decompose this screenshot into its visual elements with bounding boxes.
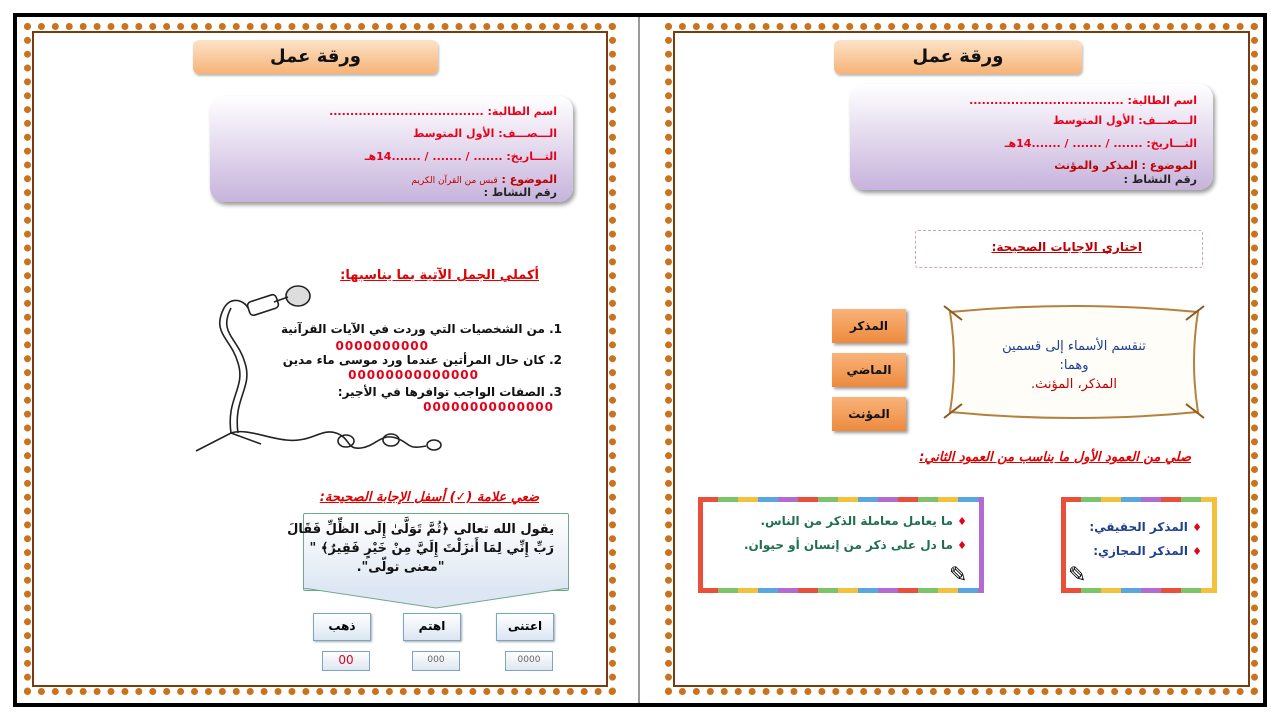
left-subject [411,173,557,186]
right-date: التـــاريخ: ....... / ....... / .......14هـ [1004,137,1197,150]
choose-heading-box [915,230,1203,268]
complete-sentences-heading: أكملي الجمل الآتية بما يناسبها: [340,268,539,283]
question-2: 2. كان حال المرأتين عندما ورد موسى ماء مدين [282,353,562,367]
answer-1: 0000000000 [335,339,429,353]
left-subject-value: قبس من القرآن الكريم [411,176,498,186]
answer-mark-2[interactable]: 000 [412,651,460,671]
left-grade: الـــصـــف: الأول المتوسط [412,127,557,140]
pencil-cup-icon-2: ✎ [949,563,968,588]
scroll-line-3: المذكر، المؤنث. [1031,377,1117,392]
choice-madi[interactable]: الماضي [832,353,906,387]
left-title: ورقة عمل [193,40,438,74]
check-mark-heading: ضعي علامة (✓) أسفل الإجابة الصحيحة: [319,490,539,505]
matching-heading: صلي من العمود الأول ما يناسب من العمود الثاني: [919,450,1191,465]
answer-2: 00000000000000 [348,368,479,382]
column-2-box [698,497,984,593]
scroll-line-2: وهما: [1059,358,1089,373]
left-student-name: اسم الطالبة: ..................................... [329,105,557,118]
question-3: 3. الصفات الواجب توافرها في الأجير: [337,385,562,399]
option-ihtam[interactable]: اهتم [403,613,461,641]
verse-callout [287,513,569,591]
callout-pointer [303,588,569,610]
right-info-box [850,84,1213,190]
right-activity-no: رقم النشاط : [1123,173,1197,186]
column-1-item-2[interactable]: ♦ المذكر المجازي: [1093,544,1202,558]
right-subject: الموضوع : المذكر والمؤنث [1054,159,1197,172]
choose-answers-heading: اختاري الاجابات الصحيحة: [991,240,1142,254]
page-divider [638,17,640,703]
verse-line-1: يقول الله تعالى ﴿ثُمَّ تَوَلَّىٰ إِلَى الظِّلِّ فَقَالَ [287,522,554,537]
scroll-line-1: تنقسم الأسماء إلى قسمين [1002,339,1146,354]
column-1-item-1[interactable]: ♦ المذكر الحقيقي: [1089,520,1202,534]
left-subject-label: الموضوع : [501,173,557,186]
right-title: ورقة عمل [834,40,1082,74]
question-1: 1. من الشخصيات التي وردت في الآيات القرآنية [280,322,562,336]
column-1-box [1061,497,1217,593]
right-grade: الـــصـــف: الأول المتوسط [1052,114,1197,127]
left-worksheet-page [24,23,616,695]
choice-muthakkar[interactable]: المذكر [832,309,906,343]
column-2-item-2[interactable]: ♦ ما دل على ذكر من إنسان أو حيوان. [743,538,967,552]
choice-muannath[interactable]: المؤنث [832,397,906,431]
pencil-cup-icon: ✎ [1068,563,1087,588]
option-eatana[interactable]: اعتنى [496,613,554,641]
column-2-item-1[interactable]: ♦ ما يعامل معاملة الذكر من الناس. [760,514,967,528]
left-info-box [210,96,573,202]
left-activity-no: رقم النشاط : [483,186,557,199]
verse-line-3: "معنى تولّى". [356,560,445,575]
option-thahaba[interactable]: ذهب [313,613,371,641]
scroll-text [982,337,1166,394]
answer-mark-1[interactable]: 0000 [505,651,553,671]
answer-3: 00000000000000 [423,400,554,414]
right-student-name: اسم الطالبة: ..................................... [969,94,1197,107]
right-worksheet-page [665,23,1258,695]
answer-mark-3[interactable]: 00 [322,651,370,671]
verse-line-2: رَبِّ إِنِّي لِمَا أَنزَلْتَ إِلَيَّ مِنْ خَيْرٍ فَقِيرٌ﴾ " [309,541,554,556]
left-date: التـــاريخ: ....... / ....... / .......14هـ [364,150,557,163]
